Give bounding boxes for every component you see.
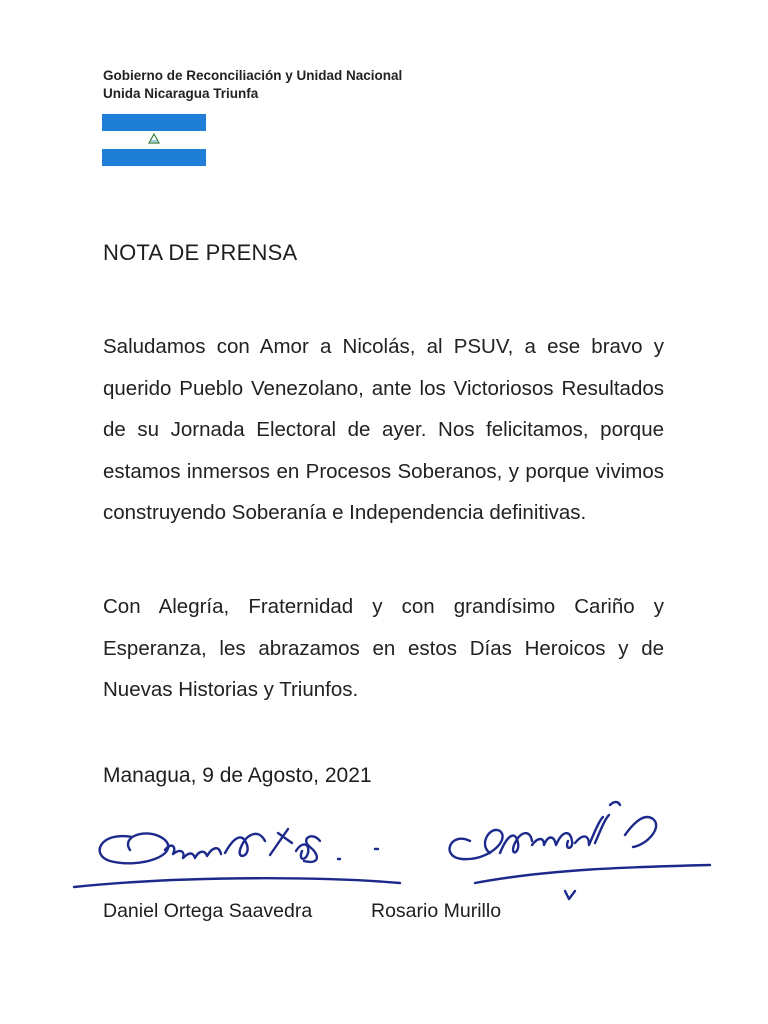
nicaragua-flag-icon xyxy=(102,114,206,166)
signature-rosario-murillo xyxy=(450,802,710,899)
flag-bottom-band xyxy=(102,149,206,166)
signatory-rosario-murillo: Rosario Murillo xyxy=(371,900,502,922)
paragraph-1: Saludamos con Amor a Nicolás, al PSUV, a ese bravo y querido Pueblo Venezolano, ante los Victoriosos Resultados de su Jornada Electoral de ayer. Nos felicitamos, porque estamos inmersos en Procesos Soberanos, y porque vivimos construyendo Soberanía e Independencia definitivas. xyxy=(103,335,664,524)
paragraph-2: Con Alegría, Fraternidad y con grandísimo Cariño y Esperanza, les abrazamos en estos Días Heroicos y de Nuevas Historias y Triunfos. xyxy=(103,595,664,701)
date-line: Managua, 9 de Agosto, 2021 xyxy=(103,764,372,787)
coat-of-arms-icon xyxy=(148,133,160,145)
signatory-daniel-ortega: Daniel Ortega Saavedra xyxy=(103,900,313,922)
press-release-title: NOTA DE PRENSA xyxy=(103,240,298,265)
header-line-1: Gobierno de Reconciliación y Unidad Nacional xyxy=(103,68,403,83)
flag-top-band xyxy=(102,114,206,131)
government-header xyxy=(103,67,402,103)
signatures xyxy=(70,795,730,905)
signature-daniel-ortega xyxy=(74,829,400,887)
header-line-2: Unida Nicaragua Triunfa xyxy=(103,86,259,101)
